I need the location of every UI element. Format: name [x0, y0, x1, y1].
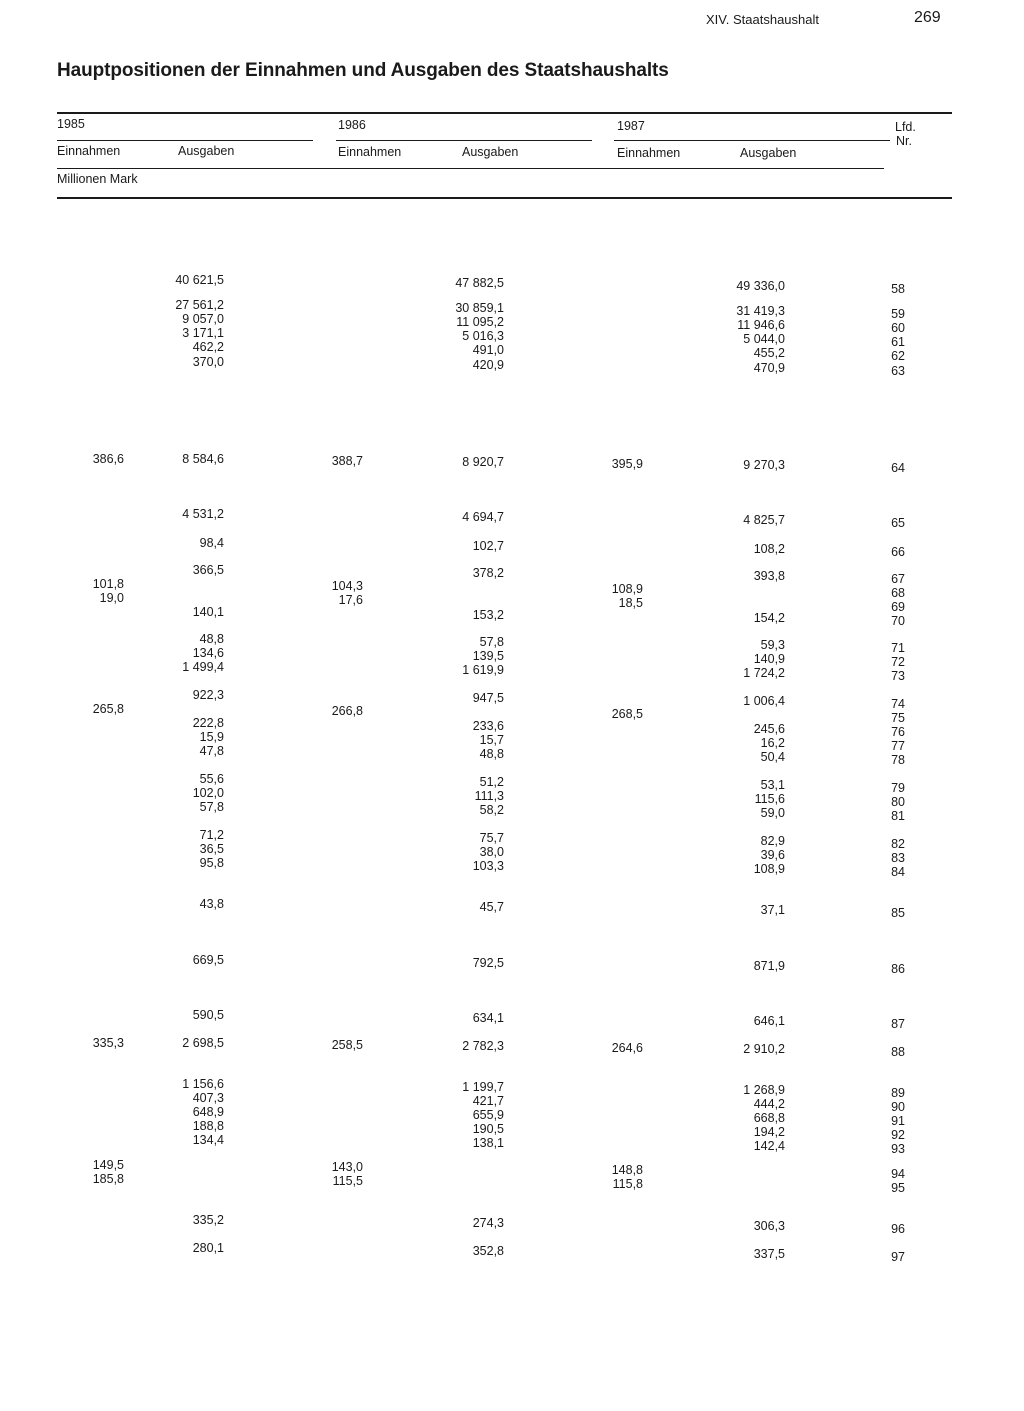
table-cell-e87: 268,5 — [611, 707, 643, 721]
table-cell-e85: 185,8 — [92, 1172, 124, 1186]
table-cell-a85: 140,1 — [192, 605, 224, 619]
table-cell-a85: 370,0 — [192, 355, 224, 369]
table-cell-e86: 388,7 — [331, 454, 363, 468]
table-cell-a86: 48,8 — [479, 747, 504, 761]
table-cell-a87: 455,2 — [753, 346, 785, 360]
row-number: 77 — [891, 739, 905, 753]
table-cell-a87: 1 006,4 — [743, 694, 785, 708]
table-cell-a85: 669,5 — [192, 953, 224, 967]
table-cell-a87: 871,9 — [753, 959, 785, 973]
table-cell-a86: 51,2 — [479, 775, 504, 789]
row-number: 76 — [891, 725, 905, 739]
table-cell-a87: 108,9 — [753, 862, 785, 876]
table-cell-a86: 655,9 — [472, 1108, 504, 1122]
table-cell-e87: 18,5 — [618, 596, 643, 610]
table-cell-a85: 590,5 — [192, 1008, 224, 1022]
table-cell-a87: 194,2 — [753, 1125, 785, 1139]
nr-label: Nr. — [896, 134, 912, 148]
table-cell-e86: 104,3 — [331, 579, 363, 593]
table-cell-a86: 138,1 — [472, 1136, 504, 1150]
col-ausgaben-1985: Ausgaben — [178, 144, 235, 158]
table-cell-a85: 407,3 — [192, 1091, 224, 1105]
table-cell-a85: 95,8 — [199, 856, 224, 870]
table-cell-a86: 420,9 — [472, 358, 504, 372]
row-number: 75 — [891, 711, 905, 725]
table-cell-a86: 102,7 — [472, 539, 504, 553]
table-cell-a85: 280,1 — [192, 1241, 224, 1255]
table-cell-a86: 153,2 — [472, 608, 504, 622]
row-number: 92 — [891, 1128, 905, 1142]
table-cell-e86: 115,5 — [332, 1174, 363, 1188]
row-number: 63 — [891, 364, 905, 378]
table-cell-a87: 82,9 — [760, 834, 785, 848]
row-number: 64 — [891, 461, 905, 475]
row-number: 69 — [891, 600, 905, 614]
table-cell-a85: 8 584,6 — [182, 452, 224, 466]
table-cell-a85: 43,8 — [199, 897, 224, 911]
table-cell-a87: 53,1 — [760, 778, 785, 792]
table-cell-a87: 50,4 — [760, 750, 785, 764]
table-cell-a87: 5 044,0 — [743, 332, 785, 346]
table-cell-a86: 15,7 — [479, 733, 504, 747]
col-einnahmen-1985: Einnahmen — [57, 144, 121, 158]
table-cell-a85: 55,6 — [199, 772, 224, 786]
table-cell-e87: 264,6 — [611, 1041, 643, 1055]
table-cell-e87: 148,8 — [611, 1163, 643, 1177]
table-cell-a85: 15,9 — [199, 730, 224, 744]
table-cell-a87: 9 270,3 — [743, 458, 785, 472]
lfd-label: Lfd. — [895, 120, 916, 134]
table-cell-e85: 265,8 — [92, 702, 124, 716]
table-cell-a87: 37,1 — [760, 903, 785, 917]
col-einnahmen-1986: Einnahmen — [338, 145, 402, 159]
table-cell-a86: 1 199,7 — [462, 1080, 504, 1094]
page-number: 269 — [914, 9, 941, 26]
table-cell-a87: 4 825,7 — [743, 513, 785, 527]
table-cell-a86: 2 782,3 — [462, 1039, 504, 1053]
row-number: 61 — [891, 335, 905, 349]
table-cell-a86: 190,5 — [472, 1122, 504, 1136]
table-cell-a85: 188,8 — [192, 1119, 224, 1133]
year-label-1985: 1985 — [57, 117, 85, 131]
table-cell-a85: 922,3 — [192, 688, 224, 702]
table-cell-a85: 102,0 — [192, 786, 224, 800]
table-cell-a85: 648,9 — [192, 1105, 224, 1119]
table-cell-e87: 108,9 — [611, 582, 643, 596]
table-cell-a87: 668,8 — [753, 1111, 785, 1125]
table-top-rule — [57, 112, 952, 114]
row-number: 95 — [891, 1181, 905, 1195]
table-cell-a85: 462,2 — [192, 340, 224, 354]
table-cell-a87: 59,3 — [760, 638, 785, 652]
rule-year-1985 — [57, 140, 313, 141]
table-cell-a87: 2 910,2 — [743, 1042, 785, 1056]
table-cell-a85: 36,5 — [199, 842, 224, 856]
table-cell-a87: 470,9 — [753, 361, 785, 375]
table-cell-a86: 421,7 — [472, 1094, 504, 1108]
table-cell-a87: 154,2 — [753, 611, 785, 625]
table-cell-e87: 115,8 — [612, 1177, 643, 1191]
col-ausgaben-1987: Ausgaben — [740, 146, 797, 160]
row-number: 90 — [891, 1100, 905, 1114]
table-cell-a87: 49 336,0 — [736, 279, 785, 293]
table-cell-a86: 634,1 — [472, 1011, 504, 1025]
table-cell-a87: 115,6 — [754, 792, 785, 806]
table-cell-a86: 5 016,3 — [462, 329, 504, 343]
table-cell-a85: 335,2 — [192, 1213, 224, 1227]
table-cell-a86: 233,6 — [472, 719, 504, 733]
row-number: 78 — [891, 753, 905, 767]
table-cell-a87: 140,9 — [753, 652, 785, 666]
table-cell-a86: 57,8 — [479, 635, 504, 649]
row-number: 59 — [891, 307, 905, 321]
rule-year-1986 — [336, 140, 592, 141]
row-number: 82 — [891, 837, 905, 851]
table-header-bottom-rule — [57, 197, 952, 199]
table-cell-a87: 306,3 — [753, 1219, 785, 1233]
table-cell-a86: 58,2 — [479, 803, 504, 817]
row-number: 83 — [891, 851, 905, 865]
row-number: 85 — [891, 906, 905, 920]
row-number: 71 — [891, 641, 905, 655]
rule-year-1987 — [614, 140, 890, 141]
row-number: 97 — [891, 1250, 905, 1264]
row-number: 73 — [891, 669, 905, 683]
table-cell-e86: 143,0 — [331, 1160, 363, 1174]
table-cell-a86: 352,8 — [472, 1244, 504, 1258]
row-number: 68 — [891, 586, 905, 600]
table-cell-a87: 337,5 — [753, 1247, 785, 1261]
table-cell-a85: 48,8 — [199, 632, 224, 646]
table-cell-a86: 378,2 — [472, 566, 504, 580]
row-number: 66 — [891, 545, 905, 559]
table-cell-a87: 1 268,9 — [743, 1083, 785, 1097]
table-cell-a85: 9 057,0 — [182, 312, 224, 326]
table-cell-a87: 16,2 — [760, 736, 785, 750]
row-number: 96 — [891, 1222, 905, 1236]
table-cell-a87: 108,2 — [753, 542, 785, 556]
table-cell-a87: 393,8 — [753, 569, 785, 583]
table-cell-a85: 47,8 — [199, 744, 224, 758]
table-cell-a87: 31 419,3 — [736, 304, 785, 318]
table-cell-e85: 149,5 — [92, 1158, 124, 1172]
row-number: 87 — [891, 1017, 905, 1031]
table-cell-e85: 386,6 — [92, 452, 124, 466]
unit-label: Millionen Mark — [57, 172, 138, 186]
table-cell-a85: 98,4 — [199, 536, 224, 550]
row-number: 60 — [891, 321, 905, 335]
table-cell-a87: 1 724,2 — [743, 666, 785, 680]
table-cell-e85: 335,3 — [92, 1036, 124, 1050]
table-cell-a86: 274,3 — [472, 1216, 504, 1230]
table-cell-a85: 1 156,6 — [182, 1077, 224, 1091]
table-cell-a86: 30 859,1 — [455, 301, 504, 315]
table-cell-e86: 258,5 — [331, 1038, 363, 1052]
table-cell-a85: 222,8 — [192, 716, 224, 730]
table-cell-e86: 17,6 — [338, 593, 363, 607]
table-cell-a86: 103,3 — [472, 859, 504, 873]
table-cell-e86: 266,8 — [331, 704, 363, 718]
table-cell-a86: 11 095,2 — [456, 315, 504, 329]
table-cell-a87: 142,4 — [753, 1139, 785, 1153]
table-cell-a86: 947,5 — [472, 691, 504, 705]
table-cell-a87: 39,6 — [760, 848, 785, 862]
table-cell-a85: 4 531,2 — [182, 507, 224, 521]
table-cell-e85: 19,0 — [99, 591, 124, 605]
row-number: 70 — [891, 614, 905, 628]
row-number: 86 — [891, 962, 905, 976]
table-cell-a85: 57,8 — [199, 800, 224, 814]
table-cell-a86: 45,7 — [479, 900, 504, 914]
row-number: 72 — [891, 655, 905, 669]
table-cell-a86: 792,5 — [472, 956, 504, 970]
table-cell-a86: 139,5 — [472, 649, 504, 663]
row-number: 91 — [891, 1114, 905, 1128]
table-cell-a85: 134,4 — [192, 1133, 224, 1147]
table-cell-a87: 646,1 — [753, 1014, 785, 1028]
row-number: 88 — [891, 1045, 905, 1059]
row-number: 84 — [891, 865, 905, 879]
table-cell-a86: 75,7 — [479, 831, 504, 845]
table-cell-a85: 2 698,5 — [182, 1036, 224, 1050]
table-cell-a87: 11 946,6 — [737, 318, 785, 332]
table-cell-a85: 27 561,2 — [175, 298, 224, 312]
page-title: Hauptpositionen der Einnahmen und Ausgaben des Staatshaushalts — [57, 60, 669, 81]
table-cell-a85: 134,6 — [192, 646, 224, 660]
table-cell-e85: 101,8 — [92, 577, 124, 591]
table-cell-e87: 395,9 — [611, 457, 643, 471]
year-label-1987: 1987 — [617, 119, 645, 133]
table-cell-a86: 8 920,7 — [462, 455, 504, 469]
table-cell-a86: 47 882,5 — [455, 276, 504, 290]
col-einnahmen-1987: Einnahmen — [617, 146, 681, 160]
rule-columns — [57, 168, 884, 169]
table-cell-a86: 4 694,7 — [462, 510, 504, 524]
table-cell-a85: 366,5 — [192, 563, 224, 577]
row-number: 62 — [891, 349, 905, 363]
table-cell-a85: 3 171,1 — [182, 326, 224, 340]
table-cell-a85: 1 499,4 — [182, 660, 224, 674]
row-number: 79 — [891, 781, 905, 795]
row-number: 89 — [891, 1086, 905, 1100]
row-number: 58 — [891, 282, 905, 296]
table-cell-a87: 444,2 — [753, 1097, 785, 1111]
row-number: 74 — [891, 697, 905, 711]
row-number: 67 — [891, 572, 905, 586]
col-ausgaben-1986: Ausgaben — [462, 145, 519, 159]
table-cell-a86: 491,0 — [472, 343, 504, 357]
row-number: 94 — [891, 1167, 905, 1181]
year-label-1986: 1986 — [338, 118, 366, 132]
running-header: XIV. Staatshaushalt — [706, 12, 819, 27]
row-number: 81 — [891, 809, 905, 823]
table-cell-a87: 245,6 — [753, 722, 785, 736]
row-number: 65 — [891, 516, 905, 530]
table-cell-a87: 59,0 — [760, 806, 785, 820]
table-cell-a86: 111,3 — [474, 789, 504, 803]
row-number: 93 — [891, 1142, 905, 1156]
table-cell-a85: 40 621,5 — [175, 273, 224, 287]
table-cell-a86: 1 619,9 — [462, 663, 504, 677]
table-cell-a86: 38,0 — [479, 845, 504, 859]
row-number: 80 — [891, 795, 905, 809]
table-cell-a85: 71,2 — [199, 828, 224, 842]
